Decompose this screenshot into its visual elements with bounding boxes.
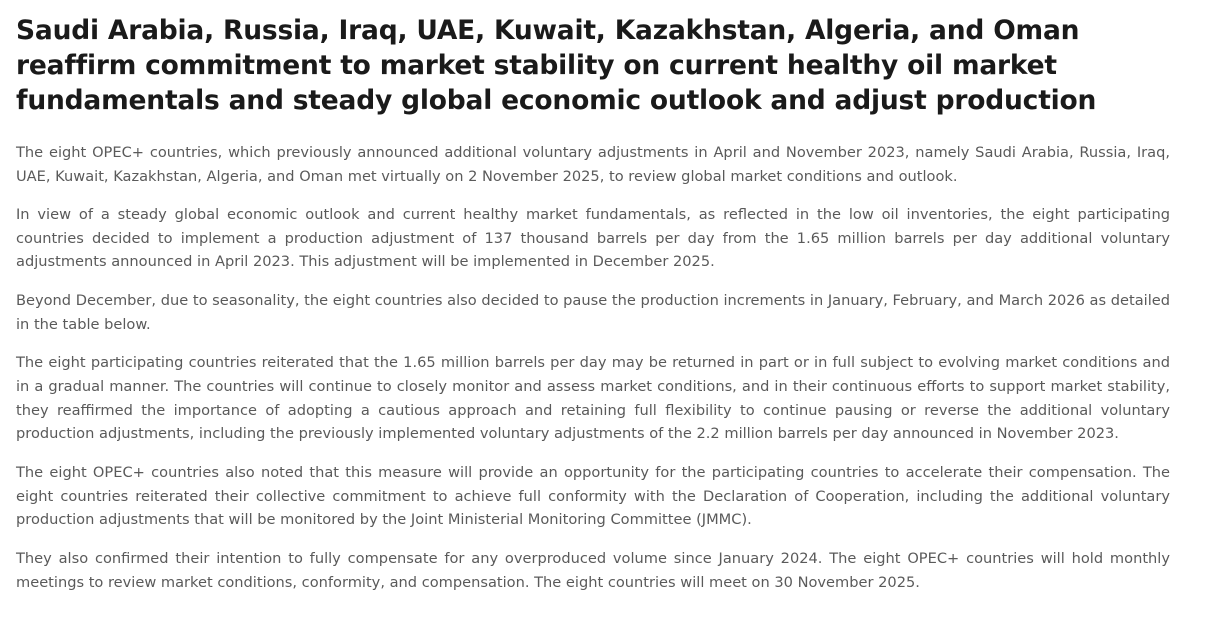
paragraph-6: They also confirmed their intention to fully compensate for any overproduced volume since January 2024. The eight OPEC+ countries will hold monthly meetings to review market conditions, conformity, and compensation. The eight countries will meet on 30 November 2025.	[16, 549, 1170, 591]
paragraph-2: In view of a steady global economic outlook and current healthy market fundamentals, as reflected in the low oil inventories, the eight participating countries decided to implement a production adjustment of 137 thousand barrels per day from the 1.65 million barrels per day additional voluntary adjustments announced in April 2023. This adjustment will be implemented in December 2025.	[16, 206, 1170, 271]
paragraph-5: The eight OPEC+ countries also noted that this measure will provide an opportunity for the participating countries to accelerate their compensation. The eight countries reiterated their collective commitment to achieve full conformity with the Declaration of Cooperation, including the additional voluntary production adjustments that will be monitored by the Joint Ministerial Monitoring Committee (JMMC).	[16, 463, 1170, 529]
page-title: Saudi Arabia, Russia, Iraq, UAE, Kuwait, Kazakhstan, Algeria, and Oman reaffirm commitment to market stability on current healthy oil market fundamentals and steady global economic outlook and adjust production	[16, 15, 1097, 116]
paragraph-3: Beyond December, due to seasonality, the eight countries also decided to pause the production increments in January, February, and March 2026 as detailed in the table below.	[16, 292, 1170, 333]
paragraph-4: The eight participating countries reiterated that the 1.65 million barrels per day may be returned in part or in full subject to evolving market conditions and in a gradual manner. The countries will continue to closely monitor and assess market conditions, and in their continuous efforts to support market stability, they reaffirmed the importance of adopting a cautious approach and retaining full flexibility to continue pausing or reverse the additional voluntary production adjustments, including the previously implemented voluntary adjustments of the 2.2 million barrels per day announced in November 2023.	[16, 354, 1170, 443]
paragraph-1: The eight OPEC+ countries, which previously announced additional voluntary adjustments in April and November 2023, namely Saudi Arabia, Russia, Iraq, UAE, Kuwait, Kazakhstan, Algeria, and Oman met virtually on 2 November 2025, to review global market conditions and outlook.	[16, 143, 1170, 185]
